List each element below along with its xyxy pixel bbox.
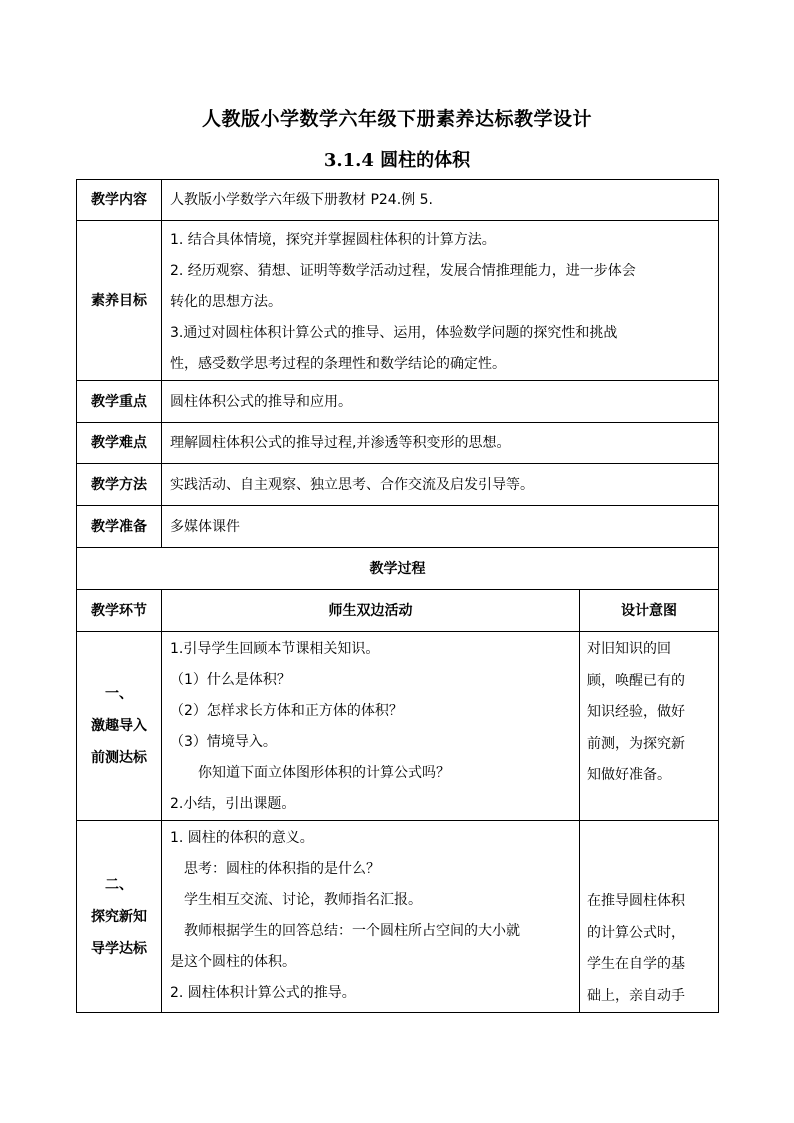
row-preparation [77,506,719,548]
intent-line: 知识经验，做好 [587,704,685,720]
goal-line: 1. 结合具体情境，探究并掌握圆柱体积的计算方法。 [170,232,496,248]
label-preparation: 教学准备 [77,506,162,548]
intent-line: 对旧知识的回 [587,641,671,657]
label-difficulties: 教学难点 [77,423,162,464]
value-key-points: 圆柱体积公式的推导和应用。 [162,381,719,423]
goal-line: 2. 经历观察、猜想、证明等数学活动过程，发展合情推理能力，进一步体会 [170,263,636,279]
activity-line: （1）什么是体积？ [170,672,291,688]
section-2-name-line2: 导学达标 [91,940,147,957]
row-key-points [77,381,719,423]
intent-line: 前测，为探究新 [587,735,685,752]
section-2-activities [162,821,580,1013]
intent-line: 在推导圆柱体积 [587,893,685,909]
section-1-intent [580,632,719,821]
activity-line: 2. 圆柱体积计算公式的推导。 [170,985,356,1001]
activity-line: 2.小结，引出课题。 [170,796,296,812]
row-process-title [77,548,719,590]
activity-line: 学生相互交流、讨论，教师指名汇报。 [170,892,422,908]
label-methods: 教学方法 [77,464,162,506]
intent-line: 知做好准备。 [587,767,671,783]
row-goals [77,221,719,381]
activity-line: 思考：圆柱的体积指的是什么？ [170,861,380,877]
value-difficulties: 理解圆柱体积公式的推导过程,并渗透等积变形的思想。 [162,423,719,464]
section-2-name-line1: 探究新知 [91,908,147,925]
section-1-label [77,632,162,821]
section-1-name-line2: 前测达标 [91,750,147,766]
activity-line: 教师根据学生的回答总结：一个圆柱所占空间的大小就 [170,923,520,939]
value-preparation: 多媒体课件 [162,506,719,548]
intent-line: 的计算公式时， [587,924,685,941]
value-methods: 实践活动、自主观察、独立思考、合作交流及启发引导等。 [162,464,719,506]
goal-line: 3.通过对圆柱体积计算公式的推导、运用，体验数学问题的探究性和挑战 [170,325,618,341]
row-content [77,180,719,221]
intent-line [587,855,714,887]
label-key-points: 教学重点 [77,381,162,423]
header-activity: 师生双边活动 [162,590,580,632]
lesson-plan-table [76,179,719,1013]
section-2-label [77,821,162,1013]
goal-line: 性，感受数学思考过程的条理性和数学结论的确定性。 [170,356,506,372]
process-title: 教学过程 [77,548,719,590]
row-methods [77,464,719,506]
lesson-title: 3.1.4 圆柱的体积 [323,150,471,171]
label-goals: 素养目标 [77,221,162,381]
activity-line: 你知道下面立体图形体积的计算公式吗？ [170,765,450,781]
activity-line: （2）怎样求长方体和正方体的体积？ [170,703,403,719]
row-section-1 [77,632,719,821]
header-intent: 设计意图 [580,590,719,632]
row-difficulties [77,423,719,464]
intent-line [587,823,714,855]
activity-line: 1.引导学生回顾本节课相关知识。 [170,641,380,657]
intent-line: 础上，亲自动手 [587,987,685,1004]
row-process-headers [77,590,719,632]
section-1-name-line1: 激趣导入 [91,718,147,734]
label-content: 教学内容 [77,180,162,221]
value-content: 人教版小学数学六年级下册教材 P24.例 5. [162,180,719,221]
intent-line: 学生在自学的基 [587,956,685,972]
value-goals [162,221,719,381]
goal-line: 转化的思想方法。 [170,294,282,310]
section-1-activities [162,632,580,821]
intent-line: 顾，唤醒已有的 [587,672,685,689]
activity-line: 1. 圆柱的体积的意义。 [170,830,314,846]
activity-line: （3）情境导入。 [170,734,277,750]
section-1-number: 一、 [105,686,133,702]
header-stage: 教学环节 [77,590,162,632]
row-section-2 [77,821,719,1013]
activity-line: 是这个圆柱的体积。 [170,954,296,970]
document-title: 人教版小学数学六年级下册素养达标教学设计 [201,108,592,130]
section-2-intent [580,821,719,1013]
section-2-number: 二、 [105,876,133,893]
